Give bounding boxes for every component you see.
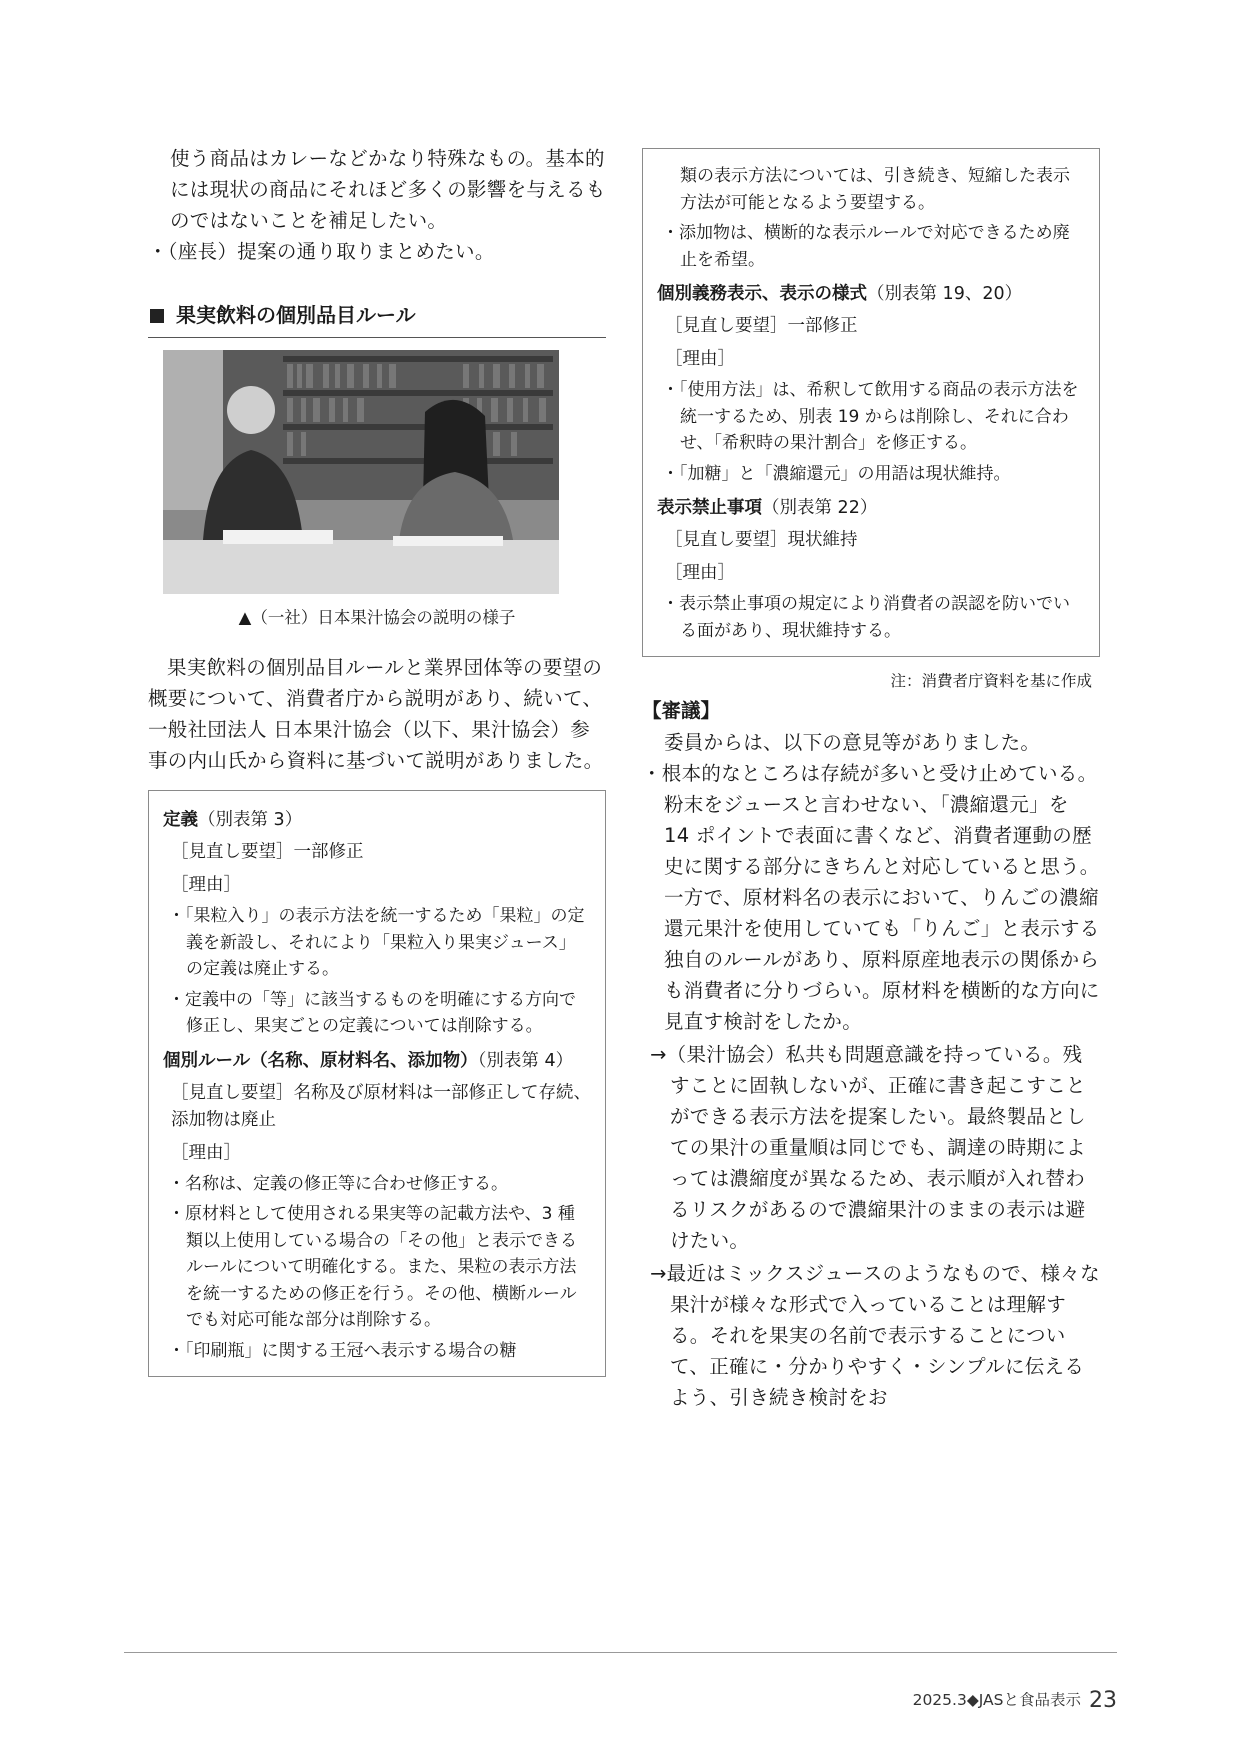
section-title: 果実飲料の個別品目ルール: [176, 303, 416, 327]
teigi-head: 定義: [163, 810, 198, 830]
gimu-head: 個別義務表示、表示の様式: [657, 284, 867, 304]
kobetsu-bullet-1: ・名称は、定義の修正等に合わせ修正する。: [168, 1173, 508, 1194]
box-heading-gimu: [657, 281, 1085, 308]
section-heading: [148, 299, 606, 338]
photo-caption: ▲（一社）日本果汁協会の説明の様子: [238, 608, 516, 627]
issue-date: 2025.3: [912, 1691, 967, 1709]
reply-1: →（果汁協会）私共も問題意識を持っている。残すことに固執しないが、正確に書き起こすことができる表示方法を提案したい。最終製品としての果汁の重量順は同じでも、調達の時期によっては濃縮度が異なるため、表示順が入れ替わるリスクがあるので濃縮果汁のままの表示は避けたい。: [650, 1043, 1086, 1252]
diamond-icon: ◆: [966, 1691, 979, 1709]
page-number: 23: [1089, 1688, 1117, 1713]
kobetsu-ref: （別表第 4）: [477, 1050, 574, 1071]
teigi-bullet-1: ・「果粒入り」の表示方法を統一するため「果粒」の定義を新設し、それにより「果粒入り果実ジュース」の定義は廃止する。: [168, 906, 585, 979]
teigi-ref: （別表第 3）: [198, 810, 303, 830]
meeting-photo-illustration: [163, 350, 559, 594]
deliberation-heading: 【審議】: [642, 699, 721, 722]
rules-box-right: [642, 148, 1100, 657]
page-footer: [913, 1688, 1117, 1713]
gimu-bullet-1: ・「使用方法」は、希釈して飲用する商品の表示方法を統一するため、別表 19 からは削除し、それに合わせ、「希釈時の果汁割合」を修正する。: [662, 380, 1079, 453]
kinshi-bullet-1: ・表示禁止事項の規定により消費者の誤認を防いでいる面があり、現状維持する。: [662, 594, 1070, 641]
deliberation-intro: 委員からは、以下の意見等がありました。: [664, 731, 1041, 754]
box-heading-kobetsu: [163, 1048, 591, 1075]
kobetsu-head: 個別ルール（名称、原材料名、添加物）: [163, 1050, 478, 1071]
box-heading-teigi: [163, 807, 591, 834]
body-paragraph: 果実飲料の個別品目ルールと業界団体等の要望の概要について、消費者庁から説明があり、続いて、一般社団法人 日本果汁協会（以下、果汁協会）参事の内山氏から資料に基づいて説明がありました。: [148, 656, 604, 772]
source-note: 注：消費者庁資料を基に作成: [890, 672, 1092, 690]
gimu-reason: ［理由］: [665, 349, 735, 369]
box-heading-kinshi: [657, 495, 1085, 522]
left-column: [148, 143, 606, 1377]
gimu-request: ［見直し要望］一部修正: [665, 316, 858, 336]
additive-bullet: ・添加物は、横断的な表示ルールで対応できるため廃止を希望。: [662, 223, 1070, 270]
kobetsu-reason: ［理由］: [171, 1142, 241, 1163]
kinshi-head: 表示禁止事項: [657, 498, 762, 518]
gimu-bullet-2: ・「加糖」と「濃縮還元」の用語は現状維持。: [662, 463, 1011, 484]
chair-remark: ・（座長）提案の通り取りまとめたい。: [148, 240, 495, 263]
reply-2: →最近はミックスジュースのようなもので、様々な果汁が様々な形式で入っていることは理解する。それを果実の名前で表示することについて、正確に・分かりやすく・シンプルに伝えるよう、引き続き検討をお: [650, 1262, 1100, 1409]
magazine-title: JASと食品表示: [978, 1691, 1081, 1709]
footer-rule: [124, 1652, 1117, 1653]
intro-paragraph: 使う商品はカレーなどかなり特殊なもの。基本的には現状の商品にそれほど多くの影響を与えるものではないことを補足したい。: [170, 147, 606, 232]
teigi-request: ［見直し要望］一部修正: [171, 842, 364, 862]
gimu-ref: （別表第 19、20）: [867, 284, 1023, 304]
meeting-photo: [163, 350, 559, 594]
teigi-bullet-2: ・定義中の「等」に該当するものを明確にする方向で修正し、果実ごとの定義については削除する。: [168, 989, 576, 1036]
right-column: [642, 148, 1100, 1413]
kinshi-reason: ［理由］: [665, 563, 735, 583]
kobetsu-bullet-2: ・原材料として使用される果実等の記載方法や、3 種類以上使用している場合の「その他」と表示できるルールについて明確化する。また、果粒の表示方法を統一するための修正を行う。その他、横断ルールでも対応可能な部分は削除する。: [168, 1204, 577, 1330]
box-continued-text: 類の表示方法については、引き続き、短縮した表示方法が可能となるよう要望する。: [680, 166, 1070, 213]
teigi-reason: ［理由］: [171, 875, 241, 895]
kobetsu-request: ［見直し要望］名称及び原材料は一部修正して存続、添加物は廃止: [171, 1082, 591, 1130]
kobetsu-bullet-3: ・「印刷瓶」に関する王冠へ表示する場合の糖: [168, 1340, 517, 1361]
square-bullet-icon: [150, 309, 164, 323]
kinshi-ref: （別表第 22）: [762, 498, 878, 518]
kinshi-request: ［見直し要望］現状維持: [665, 530, 858, 550]
opinion-1: ・根本的なところは存続が多いと受け止めている。粉末をジュースと言わせない、「濃縮還元」を 14 ポイントで表面に書くなど、消費者運動の歴史に関する部分にきちんと対応していると思う。一方で、原材料名の表示において、りんごの濃縮還元果汁を使用していても「りんご」と表示する独自のルールがあり、原料原産地表示の関係からも消費者に分りづらい。原材料を横断的な方向に見直す検討をしたか。: [642, 762, 1100, 1033]
rules-box-left: [148, 790, 606, 1377]
